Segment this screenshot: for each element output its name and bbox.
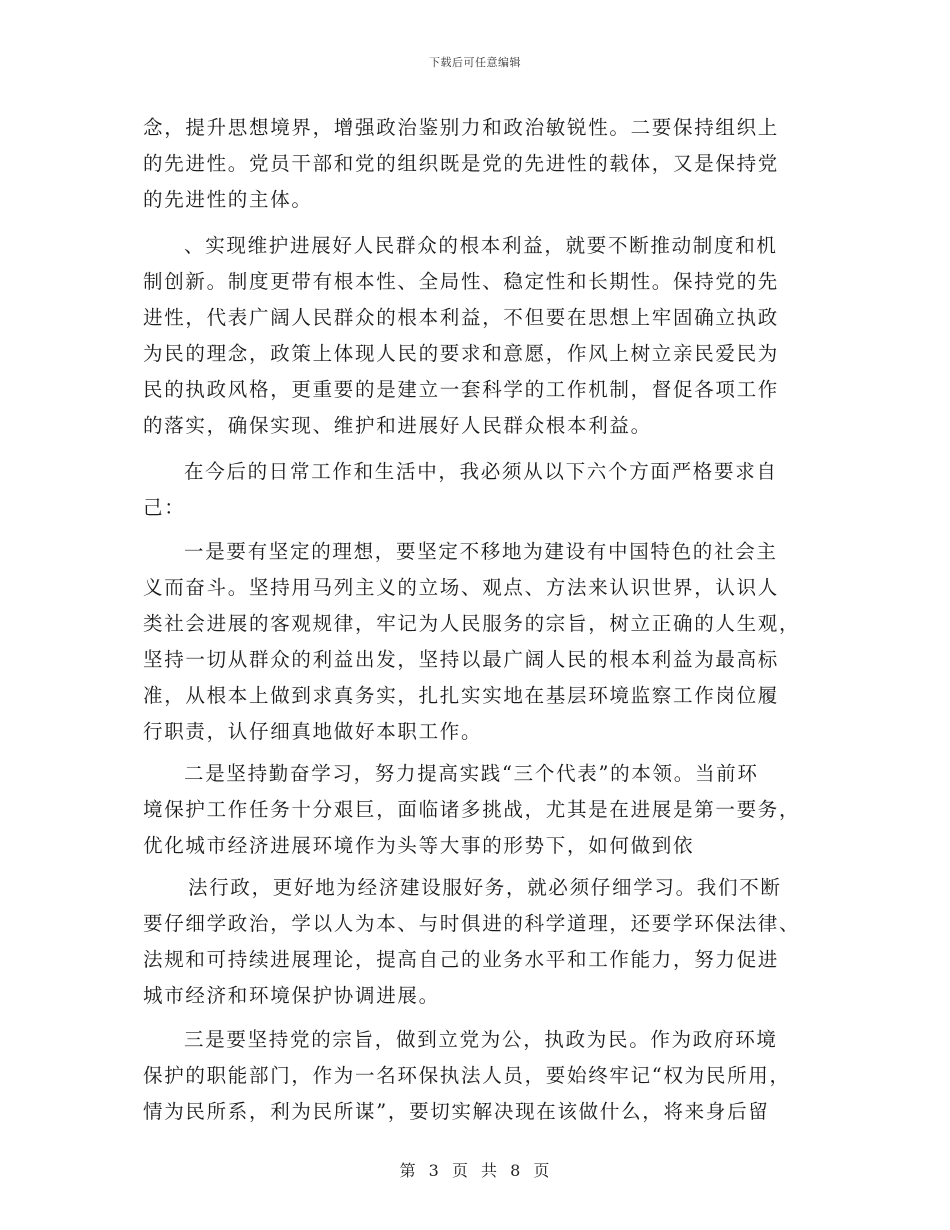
body-line: 的落实，确保实现、维护和进展好人民群众根本利益。 [143,414,652,437]
body-line: 要仔细学政治，学以人为本、与时俱进的科学道理，还要学环保法律、 [143,912,801,935]
body-line: 民的执政风格，更重要的是建立一套科学的工作机制，督促各项工作 [143,378,780,401]
body-line: 己： [143,496,186,519]
page-number-footer: 第 3 页 共 8 页 [399,1161,551,1180]
body-line: 城市经济和环境保护协调进展。 [143,984,440,1007]
body-line: 境保护工作任务十分艰巨，面临诸多挑战，尤其是在进展是第一要务， [143,798,801,821]
body-line: 三是要坚持党的宗旨，做到立党为公，执政为民。作为政府环境 [184,1028,778,1051]
body-line: 行职责，认仔细真地做好本职工作。 [143,720,483,743]
body-line: 保护的职能部门，作为一名环保执法人员，要始终牢记“权为民所用， [143,1064,791,1087]
body-line: 、实现维护进展好人民群众的根本利益，就要不断推动制度和机 [184,234,778,257]
body-line: 的先进性的主体。 [143,188,313,211]
body-line: 法行政，更好地为经济建设服好务，就必须仔细学习。我们不断 [188,876,782,899]
page-header: 下载后可任意编辑 [429,56,521,69]
body-line: 坚持一切从群众的利益出发，坚持以最广阔人民的根本利益为最高标 [143,648,780,671]
body-line: 二是坚持勤奋学习，努力提高实践“三个代表”的本领。当前环 [184,762,759,785]
body-line: 进性，代表广阔人民群众的根本利益，不但要在思想上牢固确立执政 [143,306,780,329]
body-line: 一是要有坚定的理想，要坚定不移地为建设有中国特色的社会主 [184,540,778,563]
body-line: 准，从根本上做到求真务实，扎扎实实地在基层环境监察工作岗位履 [143,684,780,707]
body-line: 在今后的日常工作和生活中，我必须从以下六个方面严格要求自 [184,460,778,483]
body-line: 的先进性。党员干部和党的组织既是党的先进性的载体，又是保持党 [143,152,780,175]
body-line: 义而奋斗。坚持用马列主义的立场、观点、方法来认识世界，认识人 [143,576,780,599]
body-line: 制创新。制度更带有根本性、全局性、稳定性和长期性。保持党的先 [143,270,780,293]
body-line: 为民的理念，政策上体现人民的要求和意愿，作风上树立亲民爱民为 [143,342,780,365]
body-line: 情为民所系，利为民所谋”，要切实解决现在该做什么，将来身后留 [143,1100,770,1123]
body-line: 法规和可持续进展理论，提高自己的业务水平和工作能力，努力促进 [143,948,780,971]
body-line: 优化城市经济进展环境作为头等大事的形势下，如何做到依 [143,834,695,857]
body-line: 念，提升思想境界，增强政治鉴别力和政治敏锐性。二要保持组织上 [143,116,780,139]
body-line: 类社会进展的客观规律，牢记为人民服务的宗旨，树立正确的人生观， [143,612,801,635]
